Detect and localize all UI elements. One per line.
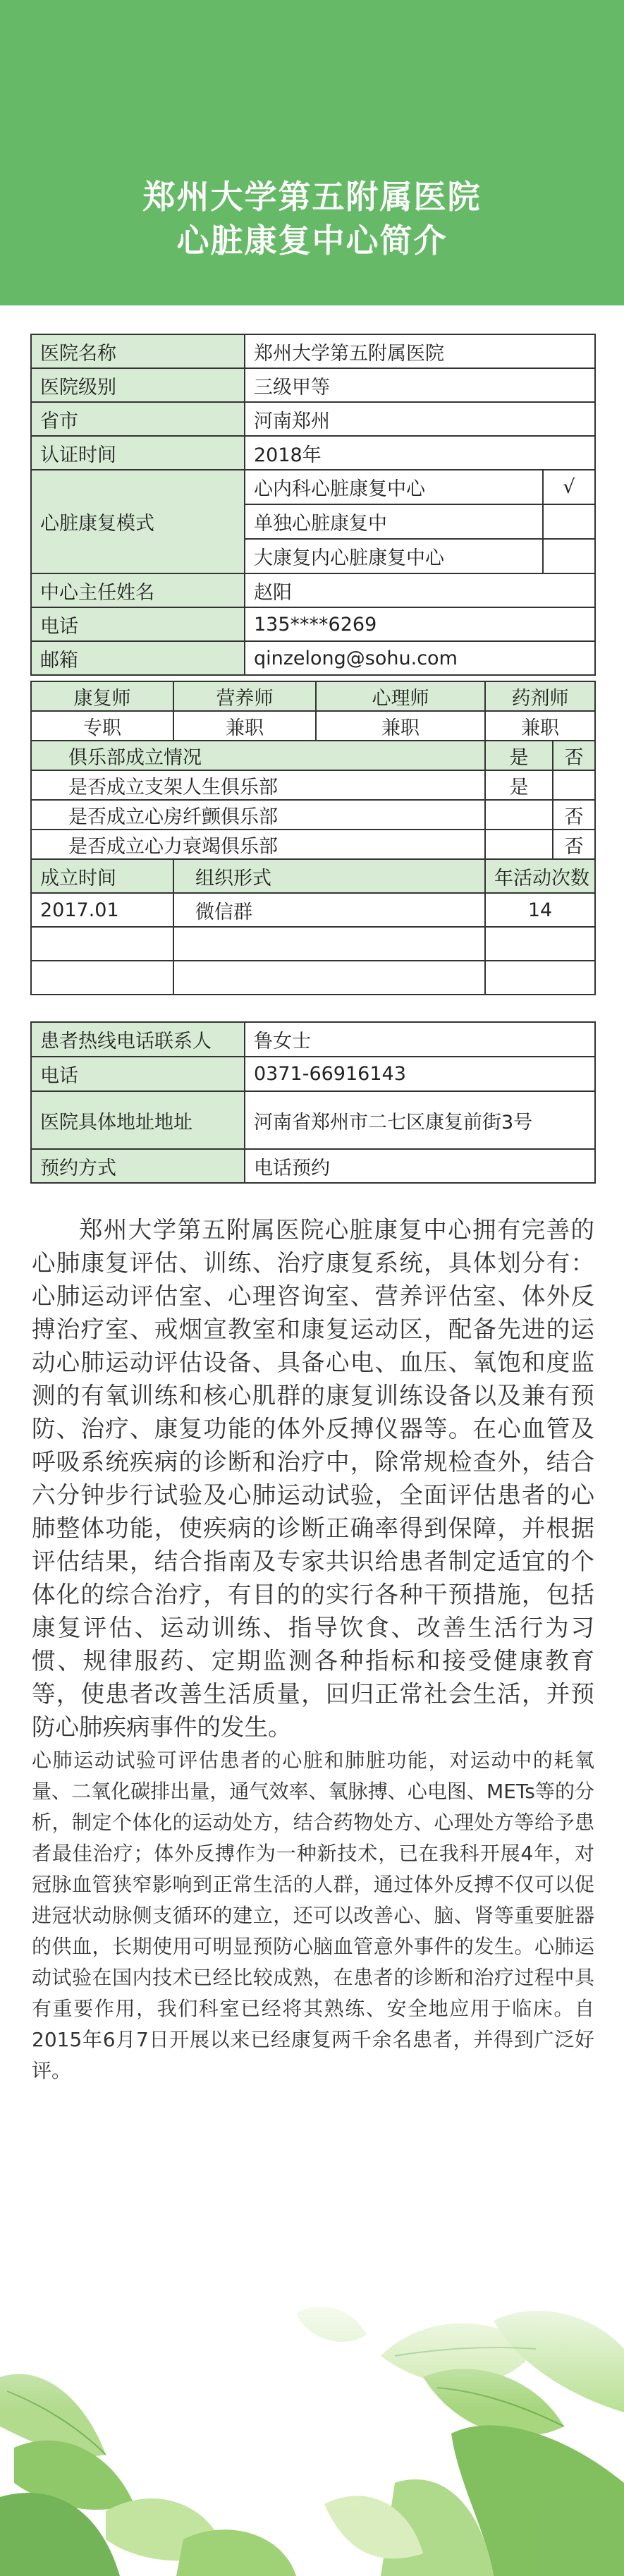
club-yes: [485, 830, 553, 859]
club-no: 否: [553, 830, 595, 859]
annual-count-label: 年活动次数: [485, 859, 595, 893]
staff-header: 营养师: [173, 681, 316, 711]
empty-cell: [173, 961, 485, 995]
booking-label: 预约方式: [31, 1149, 245, 1183]
cert-time-label: 认证时间: [31, 436, 245, 470]
rehab-mode-option: 单独心脏康复中: [245, 504, 543, 539]
est-time-label: 成立时间: [31, 859, 173, 893]
cert-time-value: 2018年: [245, 436, 595, 470]
leaf-decoration-image: [0, 2271, 624, 2576]
table-row: [31, 893, 595, 927]
club-name: 是否成立心房纤颤俱乐部: [31, 800, 485, 830]
est-time-value: 2017.01: [31, 893, 173, 927]
rehab-mode-check: √: [543, 470, 595, 504]
empty-cell: [485, 961, 595, 995]
intro-text: [32, 1213, 594, 2086]
table-row: [31, 800, 595, 830]
province-value: 河南郑州: [245, 402, 595, 436]
table-row: [31, 436, 595, 470]
annual-count-value: 14: [485, 893, 595, 927]
staff-header: 心理师: [316, 681, 485, 711]
director-value: 赵阳: [245, 573, 595, 607]
rehab-mode-option: 大康复内心脏康复中心: [245, 539, 543, 573]
phone-value: 135****6269: [245, 607, 595, 641]
staff-header: 药剂师: [485, 681, 595, 711]
club-no: 否: [553, 800, 595, 830]
staff-value: 专职: [31, 711, 173, 741]
table-row: [31, 770, 595, 800]
club-status-label: 俱乐部成立情况: [31, 741, 485, 770]
hotline-person: 鲁女士: [245, 1022, 595, 1057]
table-row: [31, 402, 595, 436]
contact-phone-value: 0371-66916143: [245, 1057, 595, 1091]
table-row: [31, 641, 595, 675]
table-row: [31, 1057, 595, 1091]
table-row: [31, 961, 595, 995]
club-yes: [485, 800, 553, 830]
rehab-mode-option: 心内科心脏康复中心: [245, 470, 543, 504]
rehab-mode-check: [543, 539, 595, 573]
staff-header: 康复师: [31, 681, 173, 711]
table-row: [31, 368, 595, 402]
contact-table: [30, 1021, 596, 1184]
address-label: 医院具体地址地址: [31, 1091, 245, 1149]
empty-cell: [31, 961, 173, 995]
club-name: 是否成立心力衰竭俱乐部: [31, 830, 485, 859]
table-row: [31, 741, 595, 770]
table-row: [31, 711, 595, 741]
table-row: [31, 681, 595, 711]
email-label: 邮箱: [31, 641, 245, 675]
table-row: [31, 859, 595, 893]
club-yes: 是: [485, 770, 553, 800]
empty-cell: [31, 927, 173, 961]
intro-paragraph: 心肺运动试验可评估患者的心脏和肺脏功能，对运动中的耗氧量、二氧化碳排出量，通气效率、氧脉搏、心电图、METs等的分析，制定个体化的运动处方，结合药物处方、心理处方等给予患者最佳治疗；体外反搏作为一种新技术，已在我科开展4年，对冠脉血管狭窄影响到正常生活的人群，通过体外反搏不仅可以促进冠状动脉侧支循环的建立，还可以改善心、脑、肾等重要脏器的供血，长期使用可明显预防心脑血管意外事件的发生。心肺运动试验在国内技术已经比较成熟，在患者的诊断和治疗过程中具有重要作用，我们科室已经将其熟练、安全地应用于临床。自2015年6月7日开展以来已经康复两千余名患者，并得到广泛好评。: [32, 1749, 594, 2082]
staff-club-table: [30, 681, 596, 995]
contact-phone-label: 电话: [31, 1057, 245, 1091]
table-row: [31, 927, 595, 961]
director-label: 中心主任姓名: [31, 573, 245, 607]
rehab-mode-check: [543, 504, 595, 539]
hospital-level-label: 医院级别: [31, 368, 245, 402]
phone-label: 电话: [31, 607, 245, 641]
page-title-line1: 郑州大学第五附属医院: [142, 178, 482, 216]
province-label: 省市: [31, 402, 245, 436]
club-name: 是否成立支架人生俱乐部: [31, 770, 485, 800]
hospital-level-value: 三级甲等: [245, 368, 595, 402]
hospital-name-value: 郑州大学第五附属医院: [245, 334, 595, 368]
address-value: 河南省郑州市二七区康复前街3号: [245, 1091, 595, 1149]
table-row: [31, 573, 595, 607]
header-banner: [0, 0, 624, 305]
club-yes-header: 是: [485, 741, 553, 770]
basic-info-table: [30, 334, 596, 676]
table-row: [31, 830, 595, 859]
empty-cell: [485, 927, 595, 961]
empty-cell: [173, 927, 485, 961]
table-row: [31, 1149, 595, 1183]
staff-value: 兼职: [316, 711, 485, 741]
club-no: [553, 770, 595, 800]
hotline-label: 患者热线电话联系人: [31, 1022, 245, 1057]
rehab-mode-label: 心脏康复模式: [31, 470, 245, 573]
staff-value: 兼职: [173, 711, 316, 741]
email-value: qinzelong@sohu.com: [245, 641, 595, 675]
page-title-line2: 心脏康复中心简介: [176, 221, 448, 260]
booking-value: 电话预约: [245, 1149, 595, 1183]
org-form-label: 组织形式: [173, 859, 485, 893]
club-no-header: 否: [553, 741, 595, 770]
table-row: [31, 334, 595, 368]
hospital-name-label: 医院名称: [31, 334, 245, 368]
intro-paragraph: 郑州大学第五附属医院心脏康复中心拥有完善的心肺康复评估、训练、治疗康复系统，具体划分有：心肺运动评估室、心理咨询室、营养评估室、体外反搏治疗室、戒烟宣教室和康复运动区，配备先进的运动心肺运动评估设备、具备心电、血压、氧饱和度监测的有氧训练和核心肌群的康复训练设备以及兼有预防、治疗、康复功能的体外反搏仪器等。在心血管及呼吸系统疾病的诊断和治疗中，除常规检查外，结合六分钟步行试验及心肺运动试验，全面评估患者的心肺整体功能，使疾病的诊断正确率得到保障，并根据评估结果，结合指南及专家共识给患者制定适宜的个体化的综合治疗，有目的的实行各种干预措施，包括康复评估、运动训练、指导饮食、改善生活行为习惯、规律服药、定期监测各种指标和接受健康教育等，使患者改善生活质量，回归正常社会生活，并预防心肺疾病事件的发生。: [32, 1216, 594, 1741]
table-row: [31, 607, 595, 641]
table-row: [31, 1091, 595, 1149]
table-row: [31, 1022, 595, 1057]
staff-value: 兼职: [485, 711, 595, 741]
table-row: [31, 470, 595, 504]
org-form-value: 微信群: [173, 893, 485, 927]
